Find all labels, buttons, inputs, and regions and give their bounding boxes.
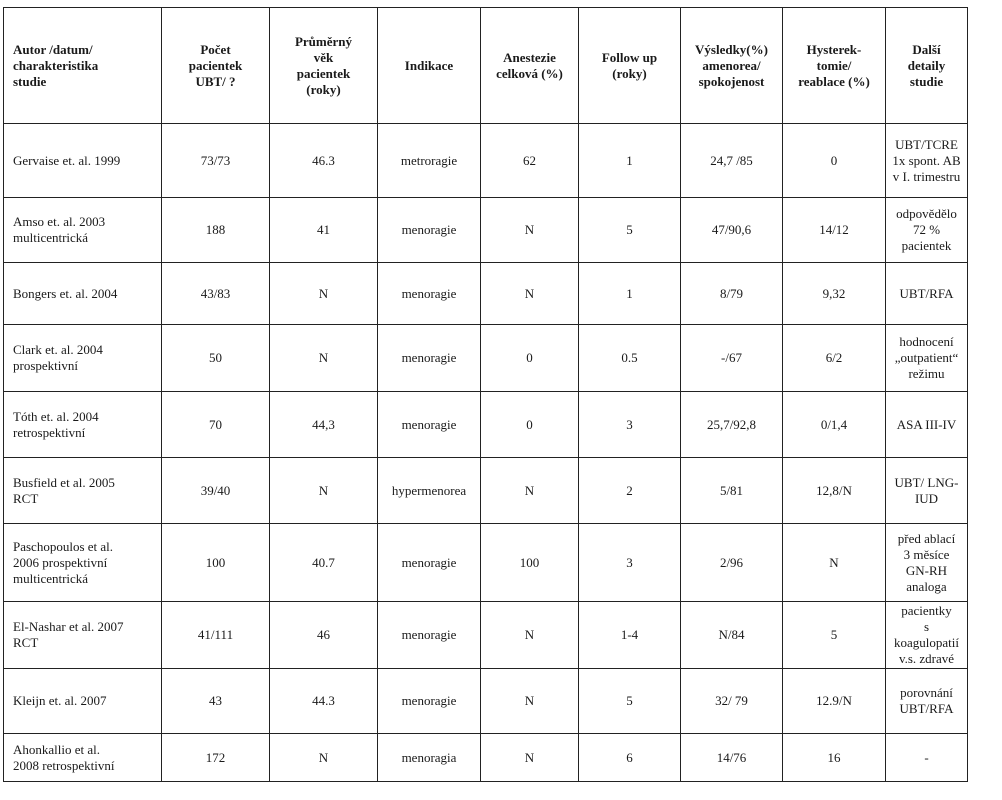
- table-row: [4, 263, 968, 325]
- table-cell: 5: [579, 669, 681, 734]
- table-cell: menoragie: [378, 198, 481, 263]
- table-cell: Ahonkallio et al. 2008 retrospektivní: [4, 734, 162, 782]
- table-cell: menoragie: [378, 524, 481, 602]
- table-cell: 43: [162, 669, 270, 734]
- table-cell: N: [270, 263, 378, 325]
- table-cell: 50: [162, 325, 270, 392]
- table-cell: 100: [162, 524, 270, 602]
- table-cell: 8/79: [681, 263, 783, 325]
- table-cell: 12,8/N: [783, 458, 886, 524]
- table-row: [4, 734, 968, 782]
- table-cell: 70: [162, 392, 270, 458]
- table-cell: 16: [783, 734, 886, 782]
- table-cell: menoragie: [378, 669, 481, 734]
- table-cell: 188: [162, 198, 270, 263]
- table-cell: 1: [579, 124, 681, 198]
- table-cell: 14/76: [681, 734, 783, 782]
- table-cell: 6: [579, 734, 681, 782]
- table-cell: 43/83: [162, 263, 270, 325]
- table-cell: 62: [481, 124, 579, 198]
- table-body: [4, 124, 968, 782]
- table-cell: menoragie: [378, 325, 481, 392]
- table-row: [4, 124, 968, 198]
- table-cell: Clark et. al. 2004 prospektivní: [4, 325, 162, 392]
- table-cell: menoragie: [378, 392, 481, 458]
- table-cell: Amso et. al. 2003 multicentrická: [4, 198, 162, 263]
- table-row: [4, 669, 968, 734]
- table-cell: 41/111: [162, 602, 270, 669]
- table-cell: 6/2: [783, 325, 886, 392]
- table-cell: 47/90,6: [681, 198, 783, 263]
- table-cell: 0.5: [579, 325, 681, 392]
- header-cell-patient-count: Počet pacientek UBT/ ?: [162, 8, 270, 124]
- table-cell: 5: [783, 602, 886, 669]
- table-cell: odpovědělo 72 % pacientek: [886, 198, 968, 263]
- table-cell: 46.3: [270, 124, 378, 198]
- header-cell-anesthesia: Anestezie celková (%): [481, 8, 579, 124]
- table-cell: pacientky s koagulopatií v.s. zdravé: [886, 602, 968, 669]
- table-cell: menoragia: [378, 734, 481, 782]
- table-cell: N: [481, 734, 579, 782]
- header-cell-author: Autor /datum/ charakteristika studie: [4, 8, 162, 124]
- table-cell: N: [481, 669, 579, 734]
- table-row: [4, 392, 968, 458]
- table-cell: 73/73: [162, 124, 270, 198]
- table-cell: N: [481, 263, 579, 325]
- table-cell: 32/ 79: [681, 669, 783, 734]
- table-cell: UBT/ LNG- IUD: [886, 458, 968, 524]
- table-cell: 24,7 /85: [681, 124, 783, 198]
- table-cell: El-Nashar et al. 2007 RCT: [4, 602, 162, 669]
- study-table-wrapper: [3, 7, 968, 782]
- table-cell: 172: [162, 734, 270, 782]
- table-cell: N: [270, 458, 378, 524]
- header-cell-details: Další detaily studie: [886, 8, 968, 124]
- table-cell: Kleijn et. al. 2007: [4, 669, 162, 734]
- header-cell-follow-up: Follow up (roky): [579, 8, 681, 124]
- table-cell: N: [783, 524, 886, 602]
- table-cell: 3: [579, 524, 681, 602]
- table-cell: 3: [579, 392, 681, 458]
- table-cell: 12.9/N: [783, 669, 886, 734]
- table-cell: hodnocení „outpatient“ režimu: [886, 325, 968, 392]
- header-cell-results: Výsledky(%) amenorea/ spokojenost: [681, 8, 783, 124]
- table-cell: N: [481, 458, 579, 524]
- table-cell: 0: [481, 325, 579, 392]
- table-cell: hypermenorea: [378, 458, 481, 524]
- table-cell: -/67: [681, 325, 783, 392]
- table-row: [4, 524, 968, 602]
- table-cell: N: [481, 198, 579, 263]
- table-cell: UBT/RFA: [886, 263, 968, 325]
- table-cell: 44,3: [270, 392, 378, 458]
- table-cell: před ablací 3 měsíce GN-RH analoga: [886, 524, 968, 602]
- table-row: [4, 602, 968, 669]
- table-cell: 1: [579, 263, 681, 325]
- table-cell: Busfield et al. 2005 RCT: [4, 458, 162, 524]
- table-cell: 46: [270, 602, 378, 669]
- table-cell: Gervaise et. al. 1999: [4, 124, 162, 198]
- table-cell: 5/81: [681, 458, 783, 524]
- table-cell: 25,7/92,8: [681, 392, 783, 458]
- table-cell: menoragie: [378, 602, 481, 669]
- header-cell-mean-age: Průměrný věk pacientek (roky): [270, 8, 378, 124]
- table-cell: 0/1,4: [783, 392, 886, 458]
- table-header-row: [4, 8, 968, 124]
- table-row: [4, 458, 968, 524]
- study-comparison-table: [3, 7, 968, 782]
- table-cell: -: [886, 734, 968, 782]
- header-cell-hysterectomy: Hysterek- tomie/ reablace (%): [783, 8, 886, 124]
- table-cell: N/84: [681, 602, 783, 669]
- table-cell: 41: [270, 198, 378, 263]
- table-cell: menoragie: [378, 263, 481, 325]
- table-cell: 2: [579, 458, 681, 524]
- table-cell: 5: [579, 198, 681, 263]
- table-cell: 39/40: [162, 458, 270, 524]
- table-cell: UBT/TCRE 1x spont. AB v I. trimestru: [886, 124, 968, 198]
- table-cell: N: [270, 734, 378, 782]
- table-cell: 9,32: [783, 263, 886, 325]
- table-cell: 100: [481, 524, 579, 602]
- table-cell: 0: [783, 124, 886, 198]
- table-cell: N: [481, 602, 579, 669]
- table-cell: 40.7: [270, 524, 378, 602]
- table-cell: Bongers et. al. 2004: [4, 263, 162, 325]
- table-cell: 0: [481, 392, 579, 458]
- table-cell: Paschopoulos et al. 2006 prospektivní multicentrická: [4, 524, 162, 602]
- table-cell: porovnání UBT/RFA: [886, 669, 968, 734]
- table-row: [4, 325, 968, 392]
- table-cell: Tóth et. al. 2004 retrospektivní: [4, 392, 162, 458]
- header-cell-indication: Indikace: [378, 8, 481, 124]
- table-cell: 14/12: [783, 198, 886, 263]
- table-cell: 44.3: [270, 669, 378, 734]
- table-cell: 2/96: [681, 524, 783, 602]
- table-cell: ASA III-IV: [886, 392, 968, 458]
- table-row: [4, 198, 968, 263]
- table-cell: N: [270, 325, 378, 392]
- table-cell: metroragie: [378, 124, 481, 198]
- table-cell: 1-4: [579, 602, 681, 669]
